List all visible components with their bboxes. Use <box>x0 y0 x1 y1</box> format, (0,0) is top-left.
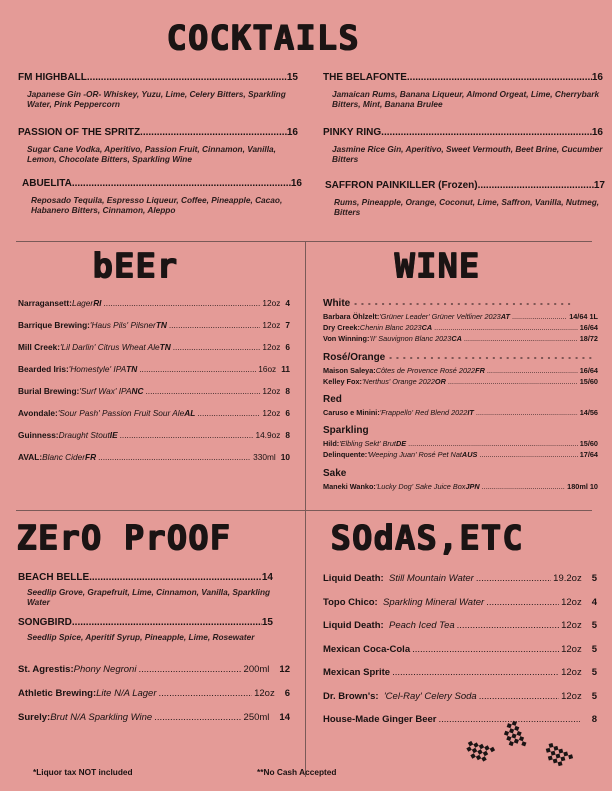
beer-size: 12oz <box>262 320 281 330</box>
wine-region: FR <box>475 366 485 375</box>
wine-region: AT <box>500 312 510 321</box>
tax-note: *Liquor tax NOT included <box>33 767 133 777</box>
beer-style: 'Lil Darlin' Citrus Wheat Ale <box>59 342 160 352</box>
soda-row <box>323 573 597 584</box>
cocktails-title: COCKTAILS <box>166 18 360 58</box>
beer-region: TN <box>155 320 167 330</box>
wine-group-heading <box>323 298 593 309</box>
dot-leader <box>448 377 578 386</box>
zero-proof-price: 6 <box>284 688 290 699</box>
cocktail-item <box>18 72 298 109</box>
beer-region: AL <box>184 408 196 418</box>
beer-price: 10 <box>280 452 290 462</box>
dot-leader <box>476 573 551 584</box>
soda-row <box>323 691 597 702</box>
dot-leader <box>89 572 262 583</box>
beer-row <box>18 320 290 330</box>
zero-proof-price: 12 <box>279 664 290 675</box>
zero-proof-line <box>18 572 273 583</box>
cocktail-line <box>323 72 603 83</box>
cocktail-description: Sugar Cane Vodka, Aperitivo, Passion Fruit, Cinnamon, Vanilla, Lemon, Chocolate Bitters, Sparkling Wine <box>27 144 276 164</box>
zero-proof-description: Seedlip Grove, Grapefruit, Lime, Cinnamon, Vanilla, Sparkling Water <box>27 587 271 607</box>
dot-leader <box>457 620 559 631</box>
dot-leader <box>392 667 559 678</box>
cocktail-price: 15 <box>286 72 298 83</box>
soda-price: 5 <box>591 643 597 655</box>
wine-price: 15/60 <box>579 439 598 448</box>
cocktail-name: PASSION OF THE SPRITZ <box>18 127 141 138</box>
cocktail-name: FM HIGHBALL <box>18 72 87 83</box>
beer-row <box>18 364 290 374</box>
dot-leader <box>154 712 241 723</box>
zero-proof-row <box>18 664 290 675</box>
dot-leader <box>482 482 566 491</box>
dot-leader <box>120 430 254 440</box>
cocktail-price: 17 <box>593 180 605 191</box>
soda-price: 4 <box>591 596 597 608</box>
divider-vertical <box>305 241 306 777</box>
wine-region: CA <box>421 323 433 332</box>
zero-proof-name: SONGBIRD <box>18 617 72 628</box>
wine-description: Chenin Blanc 2023 <box>359 323 422 332</box>
wine-price: 16/64 <box>579 323 598 332</box>
dot-leader <box>159 688 253 699</box>
soda-maker: House-Made Ginger Beer <box>323 714 437 725</box>
zero-proof-price: 14 <box>261 572 273 583</box>
dot-leader <box>381 127 592 138</box>
beer-size: 12oz <box>262 386 281 396</box>
cocktail-line <box>323 127 603 138</box>
beer-maker: Bearded Iris: <box>18 364 69 374</box>
wine-maker: Hild: <box>323 439 340 448</box>
cocktail-price: 16 <box>286 127 298 138</box>
soda-row <box>323 597 597 608</box>
cocktail-description: Reposado Tequila, Espresso Liqueur, Coffee, Pineapple, Cacao, Habanero Bitters, Cinnamon, Aleppo <box>31 195 283 215</box>
wine-price: 14/64 1L <box>569 312 598 321</box>
zero-proof-size: 250ml <box>243 712 270 723</box>
zero-proof-maker: Surely: <box>18 712 51 723</box>
wine-maker: Kelley Fox: <box>323 377 362 386</box>
wine-maker: Delinquente: <box>323 450 368 459</box>
divider-top <box>16 241 592 242</box>
wine-region: DE <box>395 439 407 448</box>
sodas-title: SOdAS,ETC <box>330 518 524 558</box>
soda-price: 5 <box>591 667 597 678</box>
dot-leader <box>412 644 559 655</box>
wine-price: 16/64 <box>579 366 598 375</box>
dot-leader <box>512 312 567 321</box>
wine-row <box>323 439 598 448</box>
wine-row <box>323 482 598 491</box>
beer-row <box>18 452 290 462</box>
wine-description: 'Nerthus' Orange 2022 <box>361 377 435 386</box>
beer-size: 12oz <box>262 408 281 418</box>
soda-price: 5 <box>591 690 597 702</box>
wine-description: 'II' Sauvignon Blanc 2023 <box>369 334 452 343</box>
soda-price: 5 <box>591 573 597 584</box>
cocktail-name: PINKY RING <box>323 127 382 138</box>
soda-row <box>323 620 597 631</box>
dot-leader <box>72 617 262 628</box>
soda-maker: Topo Chico: <box>323 596 378 608</box>
soda-size: 12oz <box>561 690 582 702</box>
beer-region: IE <box>109 430 118 440</box>
soda-size: 12oz <box>561 596 582 608</box>
cocktail-price: 16 <box>591 72 603 83</box>
wine-region: CA <box>451 334 462 343</box>
dot-leader <box>478 180 594 191</box>
soda-maker: Dr. Brown's: <box>323 690 379 702</box>
wine-group-heading <box>323 468 593 479</box>
soda-size: 12oz <box>561 620 582 631</box>
zero-proof-row <box>18 688 290 699</box>
wine-group-label: Red <box>323 394 342 405</box>
zero-proof-style: Brut N/A Sparkling Wine <box>50 712 153 723</box>
dot-leader <box>138 664 241 675</box>
dot-leader <box>98 452 251 462</box>
beer-style: 'Surf Wax' IPA <box>79 386 132 396</box>
soda-price: 5 <box>591 620 597 631</box>
soda-style: Sparkling Mineral Water <box>377 596 485 608</box>
wine-price: 180ml 10 <box>567 482 598 491</box>
dot-leader <box>486 597 559 608</box>
beer-style: 'Haus Pils' Pilsner <box>89 320 156 330</box>
beer-maker: Avondale: <box>18 408 58 418</box>
wine-maker: Dry Creek: <box>323 323 360 332</box>
wine-row <box>323 450 598 459</box>
beer-size: 12oz <box>262 342 281 352</box>
beer-style: 'Homestyle' IPA <box>68 364 127 374</box>
cocktail-price: 16 <box>591 127 603 138</box>
cocktail-name: ABUELITA <box>22 178 72 189</box>
divider-middle <box>16 510 592 511</box>
cocktail-name: THE BELAFONTE <box>323 72 407 83</box>
soda-price: 8 <box>591 714 597 725</box>
soda-size: 19.2oz <box>553 573 582 584</box>
wine-price: 15/60 <box>579 377 598 386</box>
cocktail-item <box>323 127 603 164</box>
wine-group-label: Sparkling <box>323 425 369 436</box>
zero-proof-row <box>18 712 290 723</box>
zero-proof-title: ZErO PrOOF <box>16 518 231 558</box>
wine-description: 'Lucky Dog' Sake Juice Box <box>375 482 466 491</box>
wine-description: 'Frappello' Red Blend 2022 <box>379 408 468 417</box>
dot-leader <box>479 691 559 702</box>
wine-row <box>323 323 598 332</box>
cocktail-description: Japanese Gin -OR- Whiskey, Yuzu, Lime, Celery Bitters, Sparkling Water, Pink Peppercorn <box>27 89 286 109</box>
beer-maker: Barrique Brewing: <box>18 320 90 330</box>
dot-leader <box>87 72 287 83</box>
zero-proof-size: 12oz <box>254 688 275 699</box>
dot-leader <box>434 323 578 332</box>
cocktail-line <box>325 180 605 191</box>
soda-row <box>323 667 597 678</box>
zero-proof-item <box>18 572 273 607</box>
zero-proof-size: 200ml <box>243 664 270 675</box>
wine-price: 18/72 <box>579 334 598 343</box>
zero-proof-maker: Athletic Brewing: <box>18 688 97 699</box>
zero-proof-item <box>18 617 273 642</box>
dot-leader <box>72 178 291 189</box>
beer-style: Lager <box>71 298 94 308</box>
beer-price: 11 <box>281 364 290 374</box>
soda-style: Still Mountain Water <box>383 573 474 584</box>
wine-title: WINE <box>394 246 480 286</box>
dash-leader <box>389 353 593 362</box>
wine-price: 14/56 <box>579 408 598 417</box>
wine-row <box>323 377 598 386</box>
dot-leader <box>104 298 261 308</box>
beer-row <box>18 386 290 396</box>
wine-price: 17/64 <box>579 450 598 459</box>
wine-group-label: White <box>323 298 351 309</box>
wine-region: IT <box>467 408 474 417</box>
beer-price: 8 <box>285 386 290 396</box>
wine-row <box>323 312 598 321</box>
soda-maker: Mexican Sprite <box>323 667 391 678</box>
beer-row <box>18 408 290 418</box>
beer-row <box>18 430 290 440</box>
beer-price: 6 <box>285 408 290 418</box>
wine-maker: Maison Saleya: <box>323 366 376 375</box>
wine-maker: Maneki Wanko: <box>323 482 376 491</box>
wine-maker: Caruso e Minini: <box>323 408 380 417</box>
wine-maker: Barbara Öhlzelt: <box>323 312 380 321</box>
dot-leader <box>407 72 592 83</box>
dot-leader <box>139 364 256 374</box>
wine-region: OR <box>434 377 446 386</box>
dot-leader <box>487 366 578 375</box>
dash-leader <box>354 299 574 308</box>
wine-group-label: Rosé/Orange <box>323 352 386 363</box>
beer-title: bEEr <box>92 246 178 286</box>
zero-proof-style: Phony Negroni <box>73 664 137 675</box>
beer-region: TN <box>159 342 171 352</box>
dot-leader <box>197 408 260 418</box>
cocktail-name: SAFFRON PAINKILLER (Frozen) <box>325 180 478 191</box>
soda-maker: Liquid Death: <box>323 620 384 631</box>
dot-leader <box>476 408 578 417</box>
dot-leader <box>479 450 577 459</box>
soda-maker: Liquid Death: <box>323 573 384 584</box>
cocktail-description: Jamaican Rums, Banana Liqueur, Almond Orgeat, Lime, Cherrybark Bitters, Mint, Banana Brulee <box>332 89 600 109</box>
dot-leader <box>464 334 578 343</box>
cash-note: **No Cash Accepted <box>257 767 337 777</box>
wine-description: 'Grüner Leader' Grüner Veltliner 2023 <box>379 312 501 321</box>
pixel-fish-logo <box>460 718 590 784</box>
beer-style: 'Sour Pash' Passion Fruit Sour Ale <box>57 408 185 418</box>
beer-style: Draught Stout <box>58 430 110 440</box>
beer-row <box>18 342 290 352</box>
wine-maker: Von Winning: <box>323 334 370 343</box>
zero-proof-price: 15 <box>261 617 273 628</box>
dot-leader <box>408 439 578 448</box>
beer-region: FR <box>85 452 97 462</box>
wine-group-heading <box>323 352 593 363</box>
beer-price: 4 <box>285 298 290 308</box>
wine-region: AUS <box>461 450 478 459</box>
beer-region: TN <box>126 364 138 374</box>
beer-size: 12oz <box>262 298 281 308</box>
beer-row <box>18 298 290 308</box>
wine-group-heading <box>323 394 593 405</box>
cocktail-item <box>18 127 298 164</box>
beer-maker: Narragansett: <box>18 298 72 308</box>
beer-size: 330ml <box>253 452 276 462</box>
zero-proof-style: Lite N/A Lager <box>96 688 157 699</box>
zero-proof-name: BEACH BELLE <box>18 572 90 583</box>
cocktail-description: Jasmine Rice Gin, Aperitivo, Sweet Vermouth, Beet Brine, Cucumber Bitters <box>332 144 603 164</box>
dot-leader <box>140 127 287 138</box>
soda-size: 12oz <box>561 667 582 678</box>
wine-description: 'Weeping Juan' Rosé Pet Nat <box>367 450 462 459</box>
beer-price: 7 <box>285 320 290 330</box>
cocktail-price: 16 <box>290 178 302 189</box>
cocktail-item <box>325 180 605 217</box>
beer-style: Blanc Cider <box>42 452 86 462</box>
cocktail-item <box>22 178 302 215</box>
wine-row <box>323 408 598 417</box>
soda-maker: Mexican Coca-Cola <box>323 643 411 655</box>
beer-maker: Burial Brewing: <box>18 386 80 396</box>
cocktail-item <box>323 72 603 109</box>
soda-style: Peach Iced Tea <box>383 620 455 631</box>
cocktail-line <box>22 178 302 189</box>
soda-row <box>323 644 597 655</box>
zero-proof-price: 14 <box>279 712 290 723</box>
wine-group-label: Sake <box>323 468 347 479</box>
wine-row <box>323 334 598 343</box>
cocktail-description: Rums, Pineapple, Orange, Coconut, Lime, Saffron, Vanilla, Nutmeg, Bitters <box>334 197 600 217</box>
wine-row <box>323 366 598 375</box>
soda-style: 'Cel-Ray' Celery Soda <box>378 690 477 702</box>
wine-description: Côtes de Provence Rosé 2022 <box>375 366 476 375</box>
beer-maker: Guinness: <box>18 430 59 440</box>
beer-maker: Mill Creek: <box>18 342 60 352</box>
beer-region: RI <box>93 298 102 308</box>
zero-proof-description: Seedlip Spice, Aperitif Syrup, Pineapple, Lime, Rosewater <box>27 632 255 642</box>
beer-price: 6 <box>285 342 290 352</box>
wine-region: JPN <box>465 482 480 491</box>
cocktail-line <box>18 127 298 138</box>
beer-size: 14.9oz <box>255 430 281 440</box>
zero-proof-maker: St. Agrestis: <box>18 664 74 675</box>
beer-maker: AVAL: <box>18 452 43 462</box>
zero-proof-line <box>18 617 273 628</box>
soda-size: 12oz <box>561 643 582 655</box>
beer-size: 16oz <box>258 364 277 374</box>
dot-leader <box>169 320 261 330</box>
beer-price: 8 <box>285 430 290 440</box>
wine-description: 'Elbling Sekt' Brut <box>339 439 396 448</box>
dot-leader <box>146 386 261 396</box>
beer-region: NC <box>131 386 144 396</box>
cocktail-line <box>18 72 298 83</box>
wine-group-heading <box>323 425 593 436</box>
dot-leader <box>173 342 261 352</box>
